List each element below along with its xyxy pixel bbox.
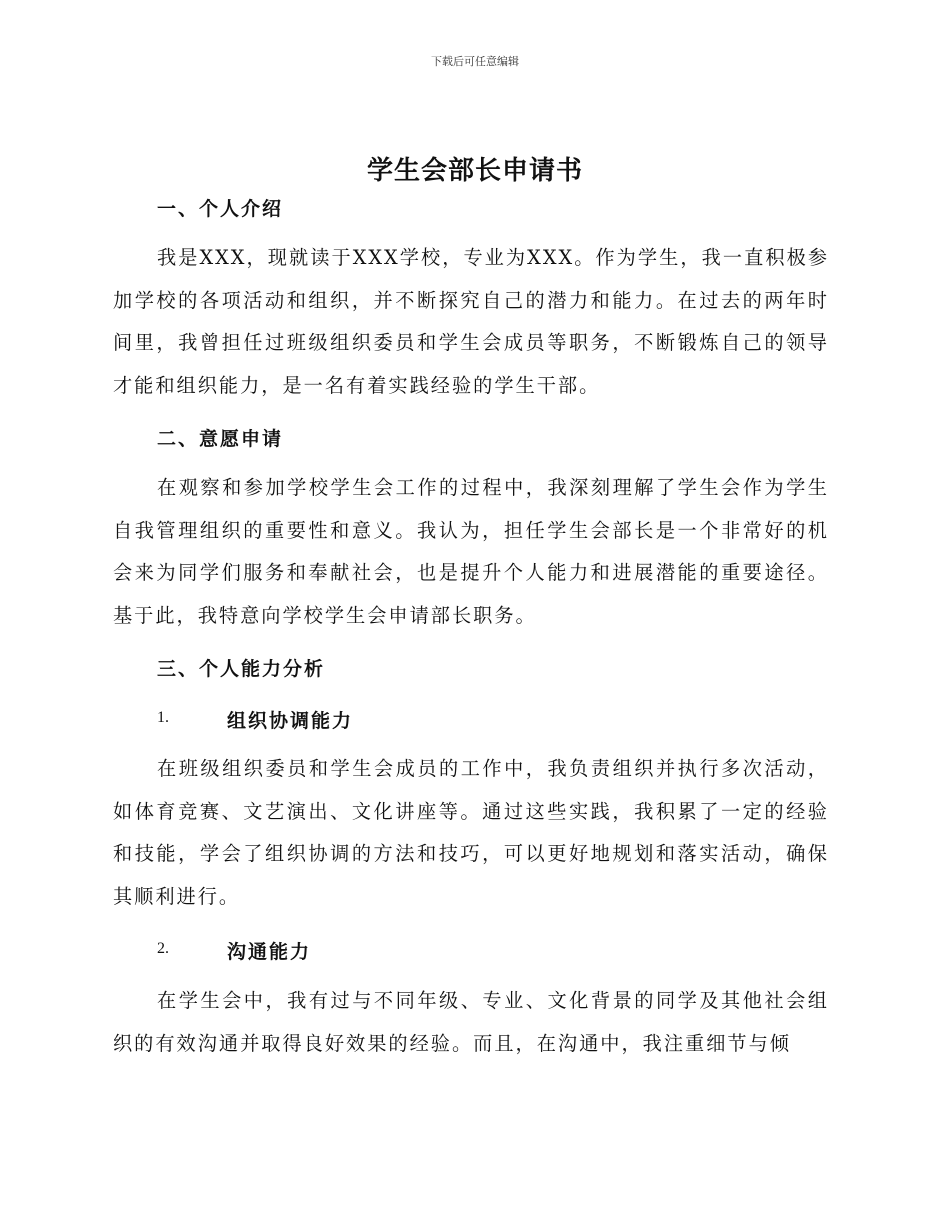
document-title: 学生会部长申请书: [366, 156, 583, 186]
section-heading-ability: 三、个人能力分析: [157, 658, 326, 680]
section-paragraph-intro: 我是XXX，现就读于XXX学校，专业为XXX。作为学生，我一直积极参加学校的各项活动和组织，并不断探究自己的潜力和能力。在过去的两年时间里，我曾担任过班级组织委员和学生会成员等职务，不断锻炼自己的领导才能和组织能力，是一名有着实践经验的学生干部。: [113, 246, 829, 397]
section-heading-intro: 一、个人介绍: [157, 198, 284, 220]
section-heading-application: 二、意愿申请: [157, 428, 284, 450]
subsection-paragraph-organization: 在班级组织委员和学生会成员的工作中，我负责组织并执行多次活动，如体育竞赛、文艺演出、文化讲座等。通过这些实践，我积累了一定的经验和技能，学会了组织协调的方法和技巧，可以更好地规划和落实活动，确保其顺利进行。: [113, 757, 829, 908]
page-header-note: 下载后可任意编辑: [431, 55, 519, 68]
subsection-title-communication: 沟通能力: [227, 941, 312, 963]
section-paragraph-application: 在观察和参加学校学生会工作的过程中，我深刻理解了学生会作为学生自我管理组织的重要性和意义。我认为，担任学生会部长是一个非常好的机会来为同学们服务和奉献社会，也是提升个人能力和进展潜能的重要途径。基于此，我特意向学校学生会申请部长职务。: [113, 476, 829, 627]
subsection-paragraph-communication: 在学生会中，我有过与不同年级、专业、文化背景的同学及其他社会组织的有效沟通并取得良好效果的经验。而且，在沟通中，我注重细节与倾: [113, 989, 829, 1055]
subsection-number-1: 1.: [157, 709, 169, 726]
subsection-number-2: 2.: [157, 940, 169, 957]
subsection-title-organization: 组织协调能力: [227, 710, 354, 732]
